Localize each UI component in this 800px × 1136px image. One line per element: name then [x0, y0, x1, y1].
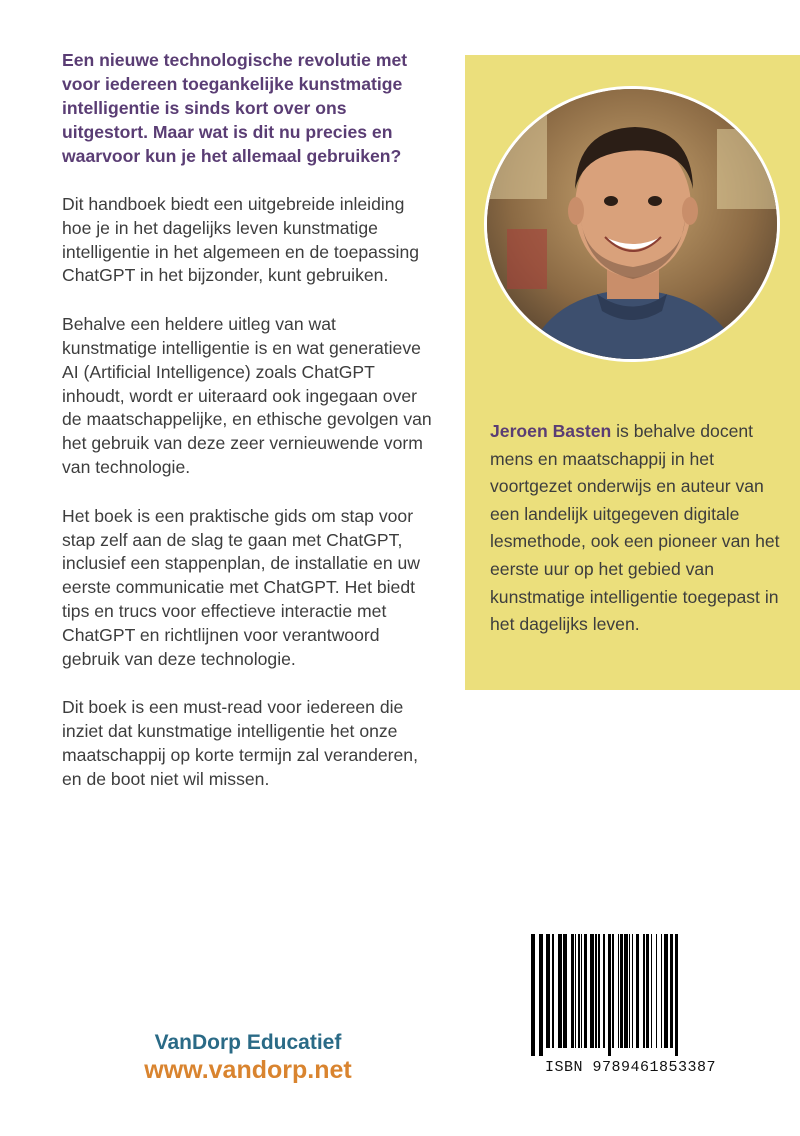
body-paragraph: Dit boek is een must-read voor iedereen die inziet dat kunstmatige intelligentie het onze maatschappij op korte termijn zal veranderen, en de boot niet wil missen. [62, 697, 418, 789]
barcode-bar [563, 934, 567, 1048]
body-paragraph: Behalve een heldere uitleg van wat kunstmatige intelligentie is en wat generatieve AI (Artificial Intelligence) zoals ChatGPT inhoudt, wordt er uiteraard ook ingegaan over de maatschappelijke, en ethische gevolgen van het gebruik van deze zeer vernieuwende vorm van technologie. [62, 314, 432, 477]
publisher-name: VanDorp Educatief [154, 1031, 342, 1054]
barcode-bar [558, 934, 562, 1048]
barcode-bar [595, 934, 597, 1048]
barcode-bar [584, 934, 587, 1048]
barcode-bar [531, 934, 535, 1056]
barcode-bar [552, 934, 554, 1048]
barcode-bar [575, 934, 576, 1048]
isbn-label: ISBN 9789461853387 [544, 1059, 717, 1076]
barcode-bar [546, 934, 550, 1048]
author-photo [484, 86, 780, 362]
barcode-bar [629, 934, 630, 1048]
intro-paragraph: Een nieuwe technologische revolutie met voor iedereen toegankelijke kunstmatige intelligentie is sinds kort over ons uitgestort. Maar wat is dit nu precies en waarvoor kun je het allemaal gebruiken? [62, 50, 408, 166]
author-portrait-illustration [487, 89, 777, 359]
publisher-url: www.vandorp.net [144, 1056, 352, 1084]
barcode-bar [643, 934, 645, 1048]
barcode-bar [612, 934, 614, 1048]
barcode-bar [651, 934, 652, 1048]
barcode-bar [664, 934, 668, 1048]
barcode-bar [624, 934, 628, 1048]
barcode-bar [598, 934, 600, 1048]
barcode-bar [590, 934, 594, 1048]
barcode-bar [571, 934, 574, 1048]
publisher-block [62, 1030, 434, 1084]
author-name: Jeroen Basten [490, 421, 612, 441]
barcode-bars [521, 926, 740, 1056]
barcode-bar [620, 934, 623, 1048]
barcode-bar [539, 934, 543, 1056]
barcode-bar [656, 934, 657, 1048]
barcode-bar [608, 934, 611, 1056]
body-paragraph: Het boek is een praktische gids om stap voor stap zelf aan de slag te gaan met ChatGPT, inclusief een stappenplan, de installatie en uw eerste communicatie met ChatGPT. Het biedt tips en trucs voor effectieve interactie met ChatGPT en richtlijnen voor verantwoord gebruik van deze technologie. [62, 505, 420, 669]
barcode-bar [661, 934, 662, 1048]
barcode-bar [618, 934, 619, 1048]
barcode-bar [636, 934, 639, 1048]
back-cover-text [62, 48, 434, 817]
author-bio-text: is behalve docent mens en maatschappij in het voortgezet onderwijs en auteur van een landelijk uitgegeven digitale lesmethode, ook een pioneer van het eerste uur op het gebied van kunstmatige intelligentie toegepast in het dagelijks leven. [490, 421, 780, 635]
barcode-bar [578, 934, 580, 1048]
author-bio [490, 418, 790, 639]
barcode [521, 926, 740, 1086]
barcode-bar [670, 934, 673, 1048]
barcode-bar [581, 934, 582, 1048]
barcode-bar [675, 934, 678, 1056]
barcode-bar [603, 934, 605, 1048]
barcode-bar [632, 934, 633, 1048]
body-paragraph: Dit handboek biedt een uitgebreide inleiding hoe je in het dagelijks leven kunstmatige intelligentie in het algemeen en de toepassing ChatGPT in het bijzonder, kunt gebruiken. [62, 194, 420, 286]
barcode-bar [646, 934, 649, 1048]
